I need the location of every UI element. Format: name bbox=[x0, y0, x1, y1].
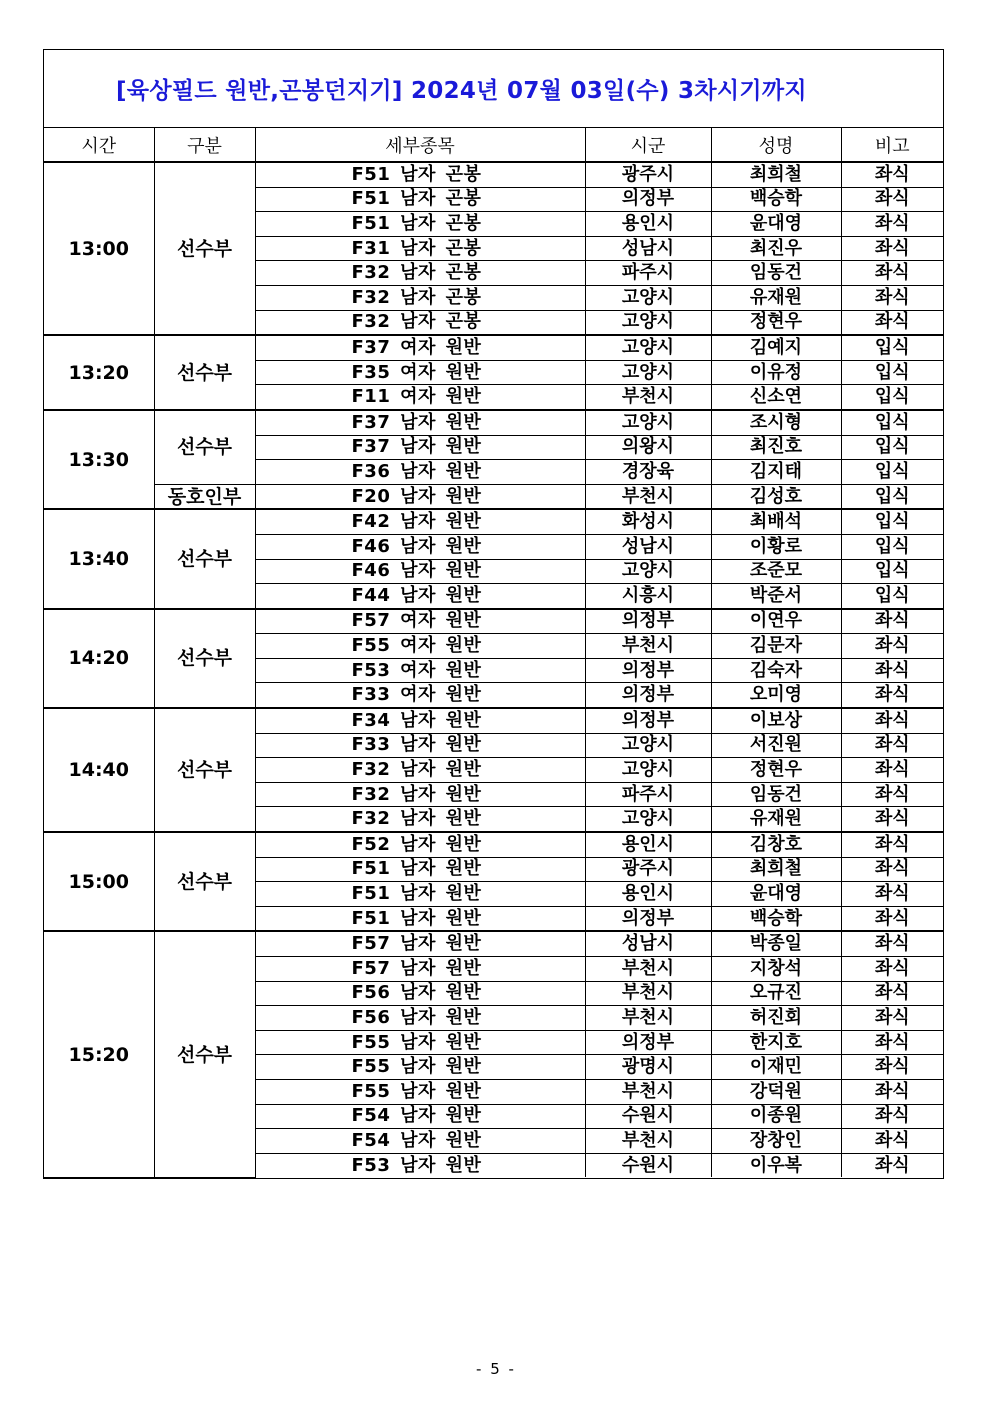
name-cell: 박준서 bbox=[711, 584, 841, 609]
event-cell: F20 남자 원반 bbox=[255, 484, 585, 509]
name-cell: 조시형 bbox=[711, 410, 841, 435]
city-cell: 수원시 bbox=[585, 1104, 711, 1129]
city-cell: 의정부 bbox=[585, 658, 711, 683]
name-cell: 윤대영 bbox=[711, 882, 841, 907]
note-cell: 좌식 bbox=[841, 310, 943, 335]
city-cell: 고양시 bbox=[585, 310, 711, 335]
city-cell: 용인시 bbox=[585, 882, 711, 907]
name-cell: 김지태 bbox=[711, 460, 841, 485]
city-cell: 부천시 bbox=[585, 484, 711, 509]
note-cell: 입식 bbox=[841, 410, 943, 435]
note-cell: 좌식 bbox=[841, 634, 943, 659]
time-cell: 13:40 bbox=[44, 509, 154, 608]
city-cell: 부천시 bbox=[585, 1079, 711, 1104]
city-cell: 부천시 bbox=[585, 385, 711, 410]
event-cell: F42 남자 원반 bbox=[255, 509, 585, 534]
event-cell: F52 남자 원반 bbox=[255, 832, 585, 857]
name-cell: 박종일 bbox=[711, 931, 841, 956]
name-cell: 오미영 bbox=[711, 683, 841, 708]
event-cell: F56 남자 원반 bbox=[255, 1006, 585, 1031]
name-cell: 이황로 bbox=[711, 534, 841, 559]
name-cell: 조준모 bbox=[711, 559, 841, 584]
city-cell: 광명시 bbox=[585, 1055, 711, 1080]
city-cell: 부천시 bbox=[585, 1006, 711, 1031]
name-cell: 지창석 bbox=[711, 957, 841, 982]
name-cell: 이재민 bbox=[711, 1055, 841, 1080]
name-cell: 정현우 bbox=[711, 310, 841, 335]
name-cell: 백승학 bbox=[711, 906, 841, 931]
header-name: 성명 bbox=[711, 128, 841, 162]
city-cell: 성남시 bbox=[585, 236, 711, 261]
city-cell: 경장육 bbox=[585, 460, 711, 485]
city-cell: 수원시 bbox=[585, 1153, 711, 1177]
event-cell: F55 남자 원반 bbox=[255, 1079, 585, 1104]
city-cell: 화성시 bbox=[585, 509, 711, 534]
city-cell: 의정부 bbox=[585, 906, 711, 931]
city-cell: 부천시 bbox=[585, 1129, 711, 1154]
table-row bbox=[44, 931, 943, 956]
event-cell: F31 남자 곤봉 bbox=[255, 236, 585, 261]
note-cell: 좌식 bbox=[841, 931, 943, 956]
name-cell: 이종원 bbox=[711, 1104, 841, 1129]
name-cell: 정현우 bbox=[711, 758, 841, 783]
city-cell: 고양시 bbox=[585, 733, 711, 758]
city-cell: 용인시 bbox=[585, 212, 711, 237]
event-cell: F54 남자 원반 bbox=[255, 1104, 585, 1129]
page-number: - 5 - bbox=[476, 1360, 516, 1378]
division-cell: 선수부 bbox=[154, 509, 255, 608]
event-cell: F32 남자 원반 bbox=[255, 782, 585, 807]
city-cell: 고양시 bbox=[585, 758, 711, 783]
note-cell: 좌식 bbox=[841, 857, 943, 882]
note-cell: 좌식 bbox=[841, 1079, 943, 1104]
event-cell: F54 남자 원반 bbox=[255, 1129, 585, 1154]
city-cell: 고양시 bbox=[585, 410, 711, 435]
name-cell: 최진우 bbox=[711, 236, 841, 261]
city-cell: 시흥시 bbox=[585, 584, 711, 609]
name-cell: 오규진 bbox=[711, 981, 841, 1006]
event-cell: F32 남자 원반 bbox=[255, 807, 585, 832]
event-cell: F32 남자 원반 bbox=[255, 758, 585, 783]
note-cell: 입식 bbox=[841, 385, 943, 410]
name-cell: 최배석 bbox=[711, 509, 841, 534]
city-cell: 의정부 bbox=[585, 609, 711, 634]
event-cell: F34 남자 원반 bbox=[255, 708, 585, 733]
event-cell: F55 여자 원반 bbox=[255, 634, 585, 659]
schedule-body bbox=[44, 162, 943, 1177]
event-cell: F51 남자 곤봉 bbox=[255, 187, 585, 212]
event-cell: F51 남자 원반 bbox=[255, 882, 585, 907]
note-cell: 좌식 bbox=[841, 807, 943, 832]
name-cell: 김창호 bbox=[711, 832, 841, 857]
city-cell: 고양시 bbox=[585, 559, 711, 584]
note-cell: 좌식 bbox=[841, 683, 943, 708]
time-cell: 14:20 bbox=[44, 609, 154, 708]
table-row bbox=[44, 484, 943, 509]
schedule-table bbox=[44, 128, 943, 1178]
name-cell: 임동건 bbox=[711, 261, 841, 286]
name-cell: 임동건 bbox=[711, 782, 841, 807]
city-cell: 파주시 bbox=[585, 782, 711, 807]
note-cell: 좌식 bbox=[841, 1153, 943, 1177]
table-row bbox=[44, 410, 943, 435]
time-cell: 15:20 bbox=[44, 931, 154, 1177]
name-cell: 최진호 bbox=[711, 435, 841, 460]
division-cell: 선수부 bbox=[154, 708, 255, 832]
note-cell: 좌식 bbox=[841, 882, 943, 907]
event-cell: F51 남자 원반 bbox=[255, 857, 585, 882]
note-cell: 입식 bbox=[841, 435, 943, 460]
time-cell: 13:30 bbox=[44, 410, 154, 509]
city-cell: 부천시 bbox=[585, 634, 711, 659]
time-cell: 13:00 bbox=[44, 162, 154, 335]
city-cell: 의정부 bbox=[585, 708, 711, 733]
name-cell: 강덕원 bbox=[711, 1079, 841, 1104]
division-cell: 선수부 bbox=[154, 162, 255, 335]
name-cell: 신소연 bbox=[711, 385, 841, 410]
note-cell: 좌식 bbox=[841, 658, 943, 683]
city-cell: 의정부 bbox=[585, 187, 711, 212]
city-cell: 부천시 bbox=[585, 957, 711, 982]
division-cell: 동호인부 bbox=[154, 484, 255, 509]
event-cell: F46 남자 원반 bbox=[255, 559, 585, 584]
city-cell: 고양시 bbox=[585, 807, 711, 832]
table-row bbox=[44, 335, 943, 360]
header-row bbox=[44, 128, 943, 162]
name-cell: 이보상 bbox=[711, 708, 841, 733]
time-cell: 13:20 bbox=[44, 335, 154, 410]
note-cell: 좌식 bbox=[841, 187, 943, 212]
name-cell: 유재원 bbox=[711, 807, 841, 832]
event-cell: F46 남자 원반 bbox=[255, 534, 585, 559]
table-row bbox=[44, 162, 943, 187]
event-cell: F53 남자 원반 bbox=[255, 1153, 585, 1177]
name-cell: 김예지 bbox=[711, 335, 841, 360]
note-cell: 입식 bbox=[841, 509, 943, 534]
note-cell: 입식 bbox=[841, 460, 943, 485]
note-cell: 좌식 bbox=[841, 609, 943, 634]
note-cell: 좌식 bbox=[841, 1129, 943, 1154]
name-cell: 이우복 bbox=[711, 1153, 841, 1177]
event-cell: F44 남자 원반 bbox=[255, 584, 585, 609]
city-cell: 광주시 bbox=[585, 162, 711, 187]
header-time: 시간 bbox=[44, 128, 154, 162]
city-cell: 의정부 bbox=[585, 1030, 711, 1055]
table-row bbox=[44, 509, 943, 534]
name-cell: 유재원 bbox=[711, 285, 841, 310]
division-cell: 선수부 bbox=[154, 832, 255, 931]
event-cell: F37 남자 원반 bbox=[255, 410, 585, 435]
name-cell: 서진원 bbox=[711, 733, 841, 758]
event-cell: F51 남자 곤봉 bbox=[255, 162, 585, 187]
division-cell: 선수부 bbox=[154, 931, 255, 1177]
note-cell: 좌식 bbox=[841, 1104, 943, 1129]
division-cell: 선수부 bbox=[154, 410, 255, 484]
header-division: 구분 bbox=[154, 128, 255, 162]
note-cell: 좌식 bbox=[841, 1055, 943, 1080]
event-cell: F37 남자 원반 bbox=[255, 435, 585, 460]
city-cell: 고양시 bbox=[585, 335, 711, 360]
city-cell: 의왕시 bbox=[585, 435, 711, 460]
event-cell: F57 여자 원반 bbox=[255, 609, 585, 634]
name-cell: 김성호 bbox=[711, 484, 841, 509]
note-cell: 좌식 bbox=[841, 261, 943, 286]
name-cell: 허진회 bbox=[711, 1006, 841, 1031]
city-cell: 성남시 bbox=[585, 534, 711, 559]
note-cell: 좌식 bbox=[841, 832, 943, 857]
note-cell: 입식 bbox=[841, 584, 943, 609]
event-cell: F53 여자 원반 bbox=[255, 658, 585, 683]
city-cell: 용인시 bbox=[585, 832, 711, 857]
name-cell: 한지호 bbox=[711, 1030, 841, 1055]
event-cell: F51 남자 원반 bbox=[255, 906, 585, 931]
table-row bbox=[44, 832, 943, 857]
note-cell: 좌식 bbox=[841, 957, 943, 982]
note-cell: 좌식 bbox=[841, 162, 943, 187]
time-cell: 14:40 bbox=[44, 708, 154, 832]
name-cell: 김문자 bbox=[711, 634, 841, 659]
event-cell: F56 남자 원반 bbox=[255, 981, 585, 1006]
event-cell: F36 남자 원반 bbox=[255, 460, 585, 485]
city-cell: 성남시 bbox=[585, 931, 711, 956]
table-row bbox=[44, 708, 943, 733]
event-cell: F55 남자 원반 bbox=[255, 1030, 585, 1055]
note-cell: 좌식 bbox=[841, 981, 943, 1006]
note-cell: 좌식 bbox=[841, 1006, 943, 1031]
event-cell: F33 남자 원반 bbox=[255, 733, 585, 758]
name-cell: 김숙자 bbox=[711, 658, 841, 683]
city-cell: 고양시 bbox=[585, 285, 711, 310]
event-cell: F35 여자 원반 bbox=[255, 360, 585, 385]
note-cell: 좌식 bbox=[841, 782, 943, 807]
table-row bbox=[44, 609, 943, 634]
time-cell: 15:00 bbox=[44, 832, 154, 931]
note-cell: 좌식 bbox=[841, 285, 943, 310]
note-cell: 좌식 bbox=[841, 758, 943, 783]
name-cell: 이연우 bbox=[711, 609, 841, 634]
note-cell: 입식 bbox=[841, 534, 943, 559]
header-city: 시군 bbox=[585, 128, 711, 162]
event-cell: F33 여자 원반 bbox=[255, 683, 585, 708]
event-cell: F32 남자 곤봉 bbox=[255, 285, 585, 310]
event-cell: F11 여자 원반 bbox=[255, 385, 585, 410]
note-cell: 좌식 bbox=[841, 733, 943, 758]
note-cell: 입식 bbox=[841, 360, 943, 385]
city-cell: 파주시 bbox=[585, 261, 711, 286]
note-cell: 좌식 bbox=[841, 212, 943, 237]
note-cell: 좌식 bbox=[841, 1030, 943, 1055]
event-cell: F32 남자 곤봉 bbox=[255, 261, 585, 286]
event-cell: F51 남자 곤봉 bbox=[255, 212, 585, 237]
note-cell: 입식 bbox=[841, 335, 943, 360]
name-cell: 장창인 bbox=[711, 1129, 841, 1154]
division-cell: 선수부 bbox=[154, 609, 255, 708]
name-cell: 최희철 bbox=[711, 162, 841, 187]
note-cell: 좌식 bbox=[841, 236, 943, 261]
note-cell: 좌식 bbox=[841, 708, 943, 733]
header-note: 비고 bbox=[841, 128, 943, 162]
name-cell: 최희철 bbox=[711, 857, 841, 882]
division-cell: 선수부 bbox=[154, 335, 255, 410]
event-cell: F55 남자 원반 bbox=[255, 1055, 585, 1080]
title-box bbox=[44, 50, 943, 128]
name-cell: 백승학 bbox=[711, 187, 841, 212]
event-cell: F57 남자 원반 bbox=[255, 957, 585, 982]
note-cell: 좌식 bbox=[841, 906, 943, 931]
event-cell: F32 남자 곤봉 bbox=[255, 310, 585, 335]
event-cell: F57 남자 원반 bbox=[255, 931, 585, 956]
city-cell: 고양시 bbox=[585, 360, 711, 385]
schedule-document bbox=[43, 49, 944, 1179]
city-cell: 의정부 bbox=[585, 683, 711, 708]
city-cell: 광주시 bbox=[585, 857, 711, 882]
document-title: [육상필드 원반,곤봉던지기] 2024년 07월 03일(수) 3차시기까지 bbox=[116, 78, 807, 104]
header-event: 세부종목 bbox=[255, 128, 585, 162]
name-cell: 이유정 bbox=[711, 360, 841, 385]
name-cell: 윤대영 bbox=[711, 212, 841, 237]
note-cell: 입식 bbox=[841, 559, 943, 584]
event-cell: F37 여자 원반 bbox=[255, 335, 585, 360]
note-cell: 입식 bbox=[841, 484, 943, 509]
city-cell: 부천시 bbox=[585, 981, 711, 1006]
